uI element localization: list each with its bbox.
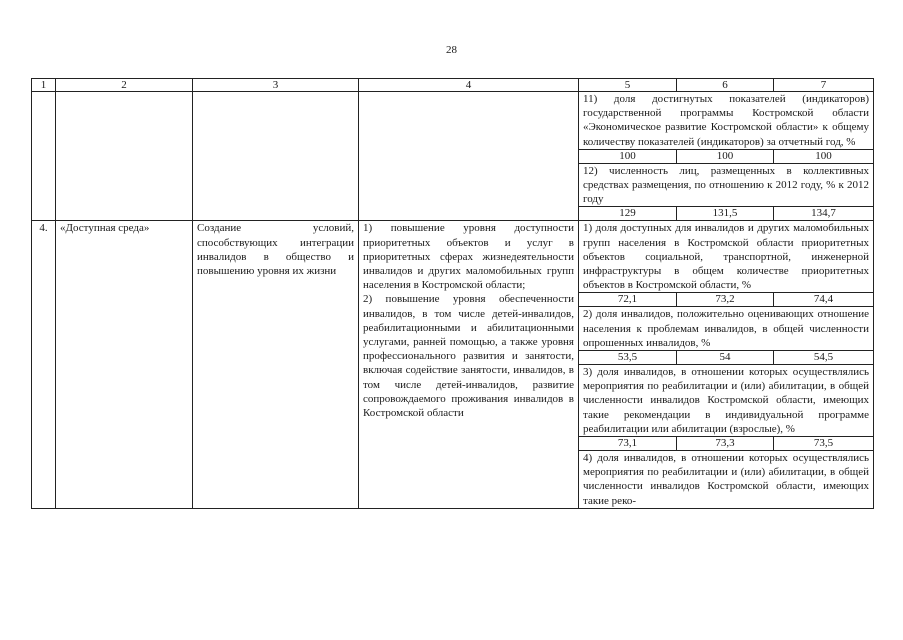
column-header: 1 bbox=[32, 79, 56, 92]
indicator-value: 129 bbox=[579, 207, 677, 221]
column-header: 5 bbox=[579, 79, 677, 92]
column-header: 3 bbox=[193, 79, 359, 92]
indicator-value: 100 bbox=[677, 149, 774, 163]
column-header: 7 bbox=[774, 79, 874, 92]
indicator-value: 131,5 bbox=[677, 207, 774, 221]
indicator-value: 73,3 bbox=[677, 437, 774, 451]
column-header: 6 bbox=[677, 79, 774, 92]
indicator-text: 11) доля достигнутых показателей (индикаторов) государственной программы Костромской области «Экономическое развитие Костромской области» к общему количеству показателей (индикаторов) за отчетный год, % bbox=[579, 92, 874, 150]
indicator-text: 3) доля инвалидов, в отношении которых осуществлялись мероприятия по реабилитации и (или) абилитации, в общей численности инвалидов Костромской области, имеющих такие рекомендации в индивидуальной программе реабилитации или абилитации (взрослые), % bbox=[579, 365, 874, 437]
indicator-value: 134,7 bbox=[774, 207, 874, 221]
indicator-row bbox=[32, 221, 874, 293]
indicator-text: 4) доля инвалидов, в отношении которых осуществлялись мероприятия по реабилитации и (или) абилитации, в общей численности инвалидов Костромской области, имеющих такие реко- bbox=[579, 451, 874, 509]
indicator-value: 74,4 bbox=[774, 293, 874, 307]
column-header: 4 bbox=[359, 79, 579, 92]
indicator-row bbox=[32, 92, 874, 150]
program-goal: Создание условий, способствующих интеграции инвалидов в общество и повышению уровня их жизни bbox=[193, 221, 359, 508]
program-number: 4. bbox=[32, 221, 56, 508]
page-number: 28 bbox=[446, 44, 457, 56]
column-header: 2 bbox=[56, 79, 193, 92]
indicator-value: 73,1 bbox=[579, 437, 677, 451]
indicator-text: 1) доля доступных для инвалидов и других маломобильных групп населения в Костромской области приоритетных объектов социальной, транспортной, инженерной инфраструктуры в общем количестве приоритетных объектов в Костромской области, % bbox=[579, 221, 874, 293]
program-name: «Доступная среда» bbox=[56, 221, 193, 508]
indicator-value: 53,5 bbox=[579, 351, 677, 365]
program-tasks bbox=[359, 221, 579, 508]
number-cell bbox=[32, 92, 56, 221]
indicator-value: 100 bbox=[579, 149, 677, 163]
program-name-cell bbox=[56, 92, 193, 221]
indicator-value: 72,1 bbox=[579, 293, 677, 307]
goal-cell bbox=[193, 92, 359, 221]
indicator-value: 54 bbox=[677, 351, 774, 365]
program-tasks-text: 1) повышение уровня доступности приоритетных объектов и услуг в приоритетных сферах жизнедеятельности инвалидов и других маломобильных групп населения в Костромской области; 2) повышение уровня обеспеченности инвалидов, в том числе детей-инвалидов, реабилитационными и абилитационными услугами, ранней помощью, а также уровня профессионального развития и занятости, включая содействие занятости, инвалидов, в том числе детей-инвалидов, развитие сопровождаемого проживания инвалидов в Костромской области bbox=[363, 222, 574, 420]
program-table bbox=[31, 78, 874, 509]
column-number-row bbox=[32, 79, 874, 92]
indicator-text: 2) доля инвалидов, положительно оценивающих отношение населения к проблемам инвалидов, в общей численности опрошенных инвалидов, % bbox=[579, 307, 874, 351]
indicator-value: 73,5 bbox=[774, 437, 874, 451]
indicator-value: 73,2 bbox=[677, 293, 774, 307]
indicator-value: 100 bbox=[774, 149, 874, 163]
tasks-cell bbox=[359, 92, 579, 221]
indicator-value: 54,5 bbox=[774, 351, 874, 365]
indicator-text: 12) численность лиц, размещенных в коллективных средствах размещения, по отношению к 2012 году, % к 2012 году bbox=[579, 163, 874, 207]
